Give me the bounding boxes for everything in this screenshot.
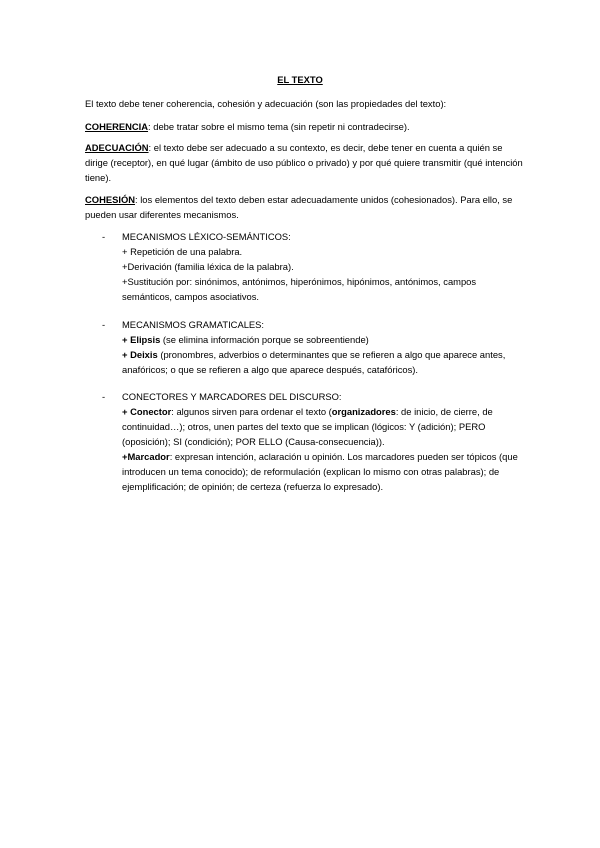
adecuacion-text: : el texto debe ser adecuado a su contexto, es decir, debe tener en cuenta a quién se dirige (receptor), en qué lugar (ámbito de uso público o privado) y por qué quiere transmitir (qué intención tiene).: [85, 142, 523, 183]
coherencia-paragraph: [85, 119, 525, 134]
list-item-conectores: [102, 389, 522, 494]
gramaticales-heading: MECANISMOS GRAMATICALES:: [122, 319, 265, 330]
conectores-heading: CONECTORES Y MARCADORES DEL DISCURSO:: [122, 391, 342, 402]
intro-text: El texto debe tener coherencia, cohesión y adecuación (son las propiedades del texto):: [85, 98, 447, 109]
elipsis-line: [102, 332, 522, 347]
lexico-line-2: +Derivación (familia léxica de la palabra).: [122, 261, 294, 272]
elipsis-text: (se elimina información porque se sobreentiende): [160, 334, 369, 345]
deixis-line: [102, 347, 522, 377]
deixis-term: Deixis: [130, 349, 158, 360]
coherencia-term: COHERENCIA: [85, 121, 149, 132]
deixis-text: (pronombres, adverbios o determinantes que se refieren a algo que aparece antes, anafóricos; o que se refieren a algo que aparece después, catafóricos).: [122, 349, 506, 375]
lexico-heading: MECANISMOS LÉXICO-SEMÁNTICOS:: [122, 231, 291, 242]
deixis-prefix: +: [122, 349, 131, 360]
cohesion-term: COHESIÓN: [85, 194, 136, 205]
intro-paragraph: [85, 96, 525, 111]
cohesion-text: : los elementos del texto deben estar adecuadamente unidos (cohesionados). Para ello, se pueden usar diferentes mecanismos.: [85, 194, 513, 220]
elipsis-term: Elipsis: [130, 334, 161, 345]
conector-term: Conector: [130, 406, 172, 417]
list-bullet: -: [102, 319, 106, 330]
list-bullet: -: [102, 391, 106, 402]
marcador-term: Marcador: [127, 451, 170, 462]
lexico-line-3: +Sustitución por: sinónimos, antónimos, hiperónimos, hipónimos, antónimos, campos semánticos, campos asociativos.: [122, 276, 477, 302]
conector-prefix: +: [122, 406, 131, 417]
list-bullet: -: [102, 231, 106, 242]
marcador-prefix: +: [122, 451, 128, 462]
page-title: EL TEXTO: [277, 74, 323, 85]
coherencia-text: : debe tratar sobre el mismo tema (sin repetir ni contradecirse).: [148, 121, 410, 132]
marcador-text: : expresan intención, aclaración u opinión. Los marcadores pueden ser tópicos (que introducen un tema conocido); de reformulación (explican lo mismo con otras palabras); de ejemplificación; de opinión; de certeza (refuerza lo expresado).: [122, 451, 518, 492]
lexico-line-1: + Repetición de una palabra.: [122, 246, 243, 257]
elipsis-prefix: +: [122, 334, 131, 345]
marcador-line: [102, 449, 522, 494]
conector-text-2: : de inicio, de cierre, de continuidad…); otros, unen partes del texto que se implican (lógicos: Y (adición); PERO (oposición); SI (condición); POR ELLO (Causa-consecuencia)).: [122, 406, 493, 447]
adecuacion-paragraph: [85, 140, 525, 185]
list-item-gramaticales: [102, 317, 522, 377]
organizadores-term: organizadores: [331, 406, 396, 417]
conector-line: [102, 404, 522, 449]
adecuacion-term: ADECUACIÓN: [85, 142, 149, 153]
conector-text-1: : algunos sirven para ordenar el texto (: [171, 406, 332, 417]
list-item-lexico: [102, 229, 522, 304]
cohesion-paragraph: [85, 192, 525, 222]
